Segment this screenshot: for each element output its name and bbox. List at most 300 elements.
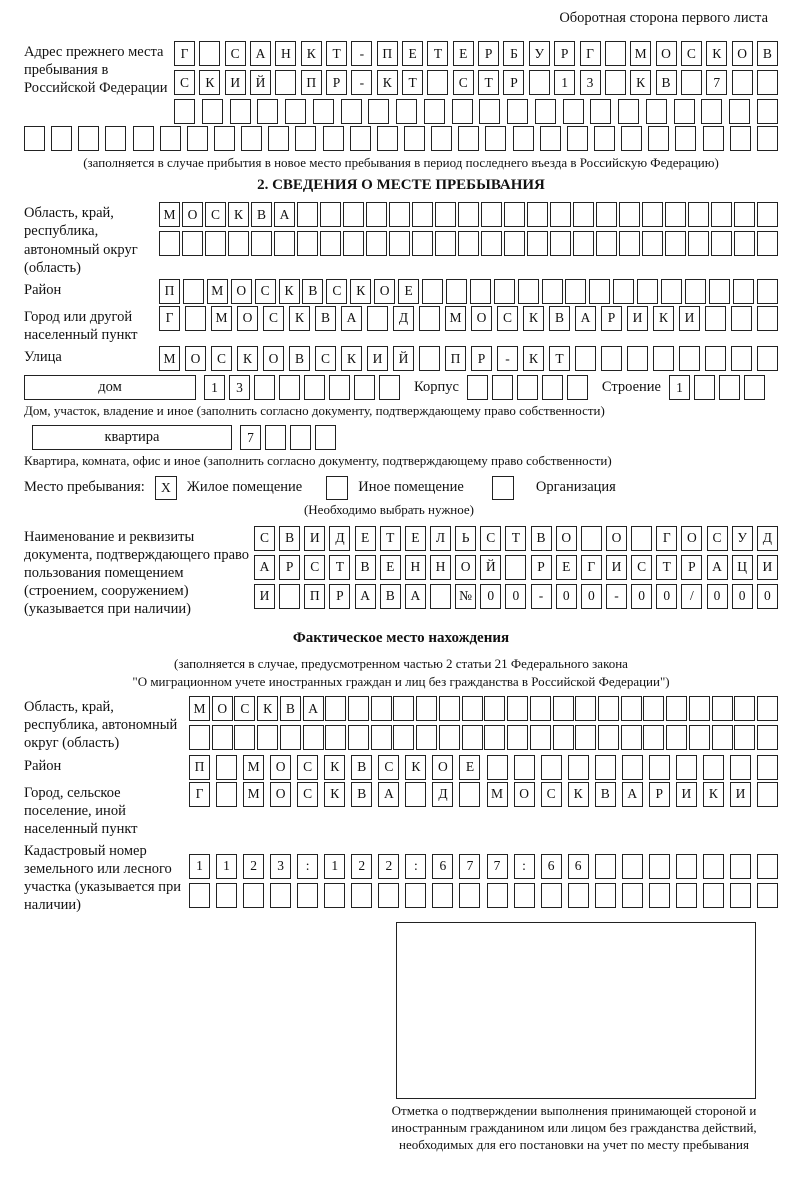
char-cell: К bbox=[289, 306, 310, 331]
char-cell bbox=[567, 375, 588, 400]
char-cell: К bbox=[350, 279, 371, 304]
char-cell: Г bbox=[580, 41, 601, 66]
char-cell: 7 bbox=[459, 854, 480, 879]
char-cell: О bbox=[212, 696, 233, 721]
char-cell bbox=[202, 99, 223, 124]
char-cell bbox=[581, 526, 602, 551]
char-cell bbox=[216, 782, 237, 807]
char-cell bbox=[550, 231, 571, 256]
prev-address-row-4 bbox=[24, 126, 778, 151]
apartment-row bbox=[24, 425, 778, 450]
char-cell: Й bbox=[250, 70, 271, 95]
char-cell: П bbox=[445, 346, 466, 371]
char-cell bbox=[542, 375, 563, 400]
char-cell bbox=[540, 126, 561, 151]
char-cell bbox=[514, 755, 535, 780]
char-cell bbox=[265, 425, 286, 450]
char-cell: И bbox=[304, 526, 325, 551]
char-cell: К bbox=[199, 70, 220, 95]
char-cell bbox=[621, 725, 642, 750]
char-cell: С bbox=[174, 70, 195, 95]
char-cell bbox=[705, 306, 726, 331]
stroenie-label: Строение bbox=[601, 379, 661, 395]
char-cell: 0 bbox=[556, 584, 577, 609]
char-cell bbox=[757, 70, 778, 95]
char-cell: К bbox=[630, 70, 651, 95]
char-cell bbox=[517, 375, 538, 400]
char-cell bbox=[416, 696, 437, 721]
char-cell bbox=[350, 126, 371, 151]
char-cell: Т bbox=[329, 555, 350, 580]
char-cell: О bbox=[270, 782, 291, 807]
char-cell bbox=[518, 279, 539, 304]
char-cell bbox=[757, 696, 778, 721]
actual-district-row bbox=[189, 755, 778, 780]
char-cell: В bbox=[595, 782, 616, 807]
apartment-caption: Квартира, комната, офис и иное (заполнить согласно документу, подтверждающему право собственности) bbox=[24, 453, 612, 469]
char-cell: П bbox=[159, 279, 180, 304]
char-cell: И bbox=[627, 306, 648, 331]
char-cell bbox=[354, 375, 375, 400]
stay-type-row bbox=[24, 476, 778, 500]
char-cell bbox=[567, 126, 588, 151]
char-cell bbox=[601, 346, 622, 371]
char-cell bbox=[703, 126, 724, 151]
actual-region-row-2 bbox=[189, 725, 778, 750]
char-cell bbox=[621, 696, 642, 721]
char-cell: Е bbox=[355, 526, 376, 551]
char-cell bbox=[679, 346, 700, 371]
char-cell: Й bbox=[393, 346, 414, 371]
char-cell: № bbox=[455, 584, 476, 609]
char-cell: М bbox=[630, 41, 651, 66]
char-cell bbox=[541, 755, 562, 780]
char-cell bbox=[757, 126, 778, 151]
cadastral-label: Кадастровый номер земельного или лесного участка (указывается при наличии) bbox=[24, 842, 181, 914]
prev-address-caption: (заполняется в случае прибытия в новое место пребывания в период последнего въезда в Российскую Федерацию) bbox=[83, 155, 719, 170]
char-cell: 0 bbox=[480, 584, 501, 609]
char-cell bbox=[187, 126, 208, 151]
char-cell bbox=[368, 99, 389, 124]
char-cell bbox=[553, 696, 574, 721]
char-cell bbox=[646, 99, 667, 124]
char-cell bbox=[598, 725, 619, 750]
char-cell: И bbox=[367, 346, 388, 371]
city-row bbox=[159, 306, 778, 331]
char-cell bbox=[393, 725, 414, 750]
char-cell bbox=[596, 231, 617, 256]
char-cell: П bbox=[304, 584, 325, 609]
char-cell: 6 bbox=[541, 854, 562, 879]
char-cell bbox=[622, 755, 643, 780]
char-cell: 2 bbox=[378, 854, 399, 879]
char-cell bbox=[159, 231, 180, 256]
char-cell: Р bbox=[326, 70, 347, 95]
char-cell bbox=[320, 231, 341, 256]
char-cell bbox=[553, 725, 574, 750]
korpus-label: Корпус bbox=[414, 379, 459, 395]
char-cell: К bbox=[523, 306, 544, 331]
checkbox-other-premises bbox=[326, 476, 348, 500]
char-cell: В bbox=[351, 755, 372, 780]
char-cell: 0 bbox=[757, 584, 778, 609]
char-cell bbox=[685, 279, 706, 304]
char-cell: О bbox=[432, 755, 453, 780]
prev-address-row-3 bbox=[174, 99, 778, 124]
section3-caption bbox=[24, 655, 778, 690]
char-cell bbox=[212, 725, 233, 750]
street-label: Улица bbox=[24, 349, 62, 365]
char-cell: С bbox=[315, 346, 336, 371]
char-cell: М bbox=[211, 306, 232, 331]
char-cell: - bbox=[351, 41, 372, 66]
char-cell bbox=[505, 555, 526, 580]
char-cell bbox=[563, 99, 584, 124]
char-cell bbox=[378, 883, 399, 908]
char-cell bbox=[712, 725, 733, 750]
char-cell: Т bbox=[478, 70, 499, 95]
char-cell bbox=[734, 202, 755, 227]
char-cell: К bbox=[257, 696, 278, 721]
char-cell bbox=[709, 279, 730, 304]
char-cell: Е bbox=[402, 41, 423, 66]
char-cell bbox=[527, 202, 548, 227]
char-cell bbox=[343, 202, 364, 227]
char-cell: : bbox=[297, 854, 318, 879]
char-cell: О bbox=[606, 526, 627, 551]
char-cell: 6 bbox=[568, 854, 589, 879]
char-cell bbox=[642, 202, 663, 227]
char-cell bbox=[598, 696, 619, 721]
char-cell bbox=[565, 279, 586, 304]
char-cell: К bbox=[377, 70, 398, 95]
char-cell: П bbox=[301, 70, 322, 95]
char-cell bbox=[343, 231, 364, 256]
char-cell bbox=[389, 231, 410, 256]
char-cell: К bbox=[279, 279, 300, 304]
char-cell bbox=[666, 725, 687, 750]
char-cell: С bbox=[453, 70, 474, 95]
char-cell bbox=[590, 99, 611, 124]
char-cell: В bbox=[302, 279, 323, 304]
char-cell: Г bbox=[656, 526, 677, 551]
char-cell bbox=[575, 696, 596, 721]
char-cell: К bbox=[523, 346, 544, 371]
char-cell bbox=[676, 755, 697, 780]
other-premises-label: Иное помещение bbox=[358, 479, 464, 495]
document-block bbox=[24, 526, 778, 619]
char-cell: Р bbox=[478, 41, 499, 66]
char-cell bbox=[568, 883, 589, 908]
char-cell: О bbox=[374, 279, 395, 304]
char-cell: О bbox=[732, 41, 753, 66]
char-cell: О bbox=[182, 202, 203, 227]
organization-label: Организация bbox=[535, 479, 616, 495]
char-cell: Р bbox=[649, 782, 670, 807]
char-cell bbox=[730, 126, 751, 151]
document-label: Наименование и реквизиты документа, подтверждающего право пользования помещением (строением, сооружением) (указывается при наличии) bbox=[24, 528, 250, 617]
char-cell: В bbox=[531, 526, 552, 551]
char-cell bbox=[216, 883, 237, 908]
char-cell bbox=[458, 126, 479, 151]
char-cell: Р bbox=[554, 41, 575, 66]
char-cell: Д bbox=[393, 306, 414, 331]
char-cell: О bbox=[231, 279, 252, 304]
char-cell: О bbox=[455, 555, 476, 580]
page-note: Оборотная сторона первого листа bbox=[559, 10, 768, 26]
char-cell: Н bbox=[275, 41, 296, 66]
char-cell bbox=[676, 854, 697, 879]
char-cell: 0 bbox=[505, 584, 526, 609]
char-cell bbox=[216, 755, 237, 780]
section2-title: 2. СВЕДЕНИЯ О МЕСТЕ ПРЕБЫВАНИЯ bbox=[257, 177, 545, 194]
char-cell bbox=[297, 202, 318, 227]
korpus-cells bbox=[467, 375, 588, 400]
char-cell bbox=[348, 696, 369, 721]
char-cell bbox=[234, 725, 255, 750]
char-cell: С bbox=[326, 279, 347, 304]
char-cell bbox=[341, 99, 362, 124]
char-cell: О bbox=[514, 782, 535, 807]
char-cell: В bbox=[280, 696, 301, 721]
char-cell: И bbox=[606, 555, 627, 580]
char-cell: А bbox=[378, 782, 399, 807]
char-cell: И bbox=[676, 782, 697, 807]
actual-district-label: Район bbox=[24, 757, 62, 774]
char-cell bbox=[228, 231, 249, 256]
char-cell bbox=[703, 883, 724, 908]
char-cell bbox=[257, 725, 278, 750]
char-cell bbox=[297, 231, 318, 256]
apartment-box: квартира bbox=[32, 425, 232, 450]
char-cell: К bbox=[568, 782, 589, 807]
char-cell: Е bbox=[459, 755, 480, 780]
char-cell: Е bbox=[405, 526, 426, 551]
char-cell: 2 bbox=[351, 854, 372, 879]
char-cell: О bbox=[656, 41, 677, 66]
char-cell bbox=[619, 231, 640, 256]
char-cell bbox=[303, 725, 324, 750]
char-cell bbox=[530, 696, 551, 721]
char-cell bbox=[504, 231, 525, 256]
char-cell bbox=[274, 231, 295, 256]
char-cell: А bbox=[707, 555, 728, 580]
char-cell bbox=[313, 99, 334, 124]
char-cell bbox=[733, 279, 754, 304]
char-cell bbox=[619, 202, 640, 227]
char-cell: С bbox=[297, 755, 318, 780]
house-box: дом bbox=[24, 375, 196, 400]
char-cell: С bbox=[225, 41, 246, 66]
char-cell: Н bbox=[430, 555, 451, 580]
char-cell: Й bbox=[480, 555, 501, 580]
char-cell bbox=[467, 375, 488, 400]
char-cell bbox=[757, 883, 778, 908]
char-cell bbox=[757, 782, 778, 807]
char-cell bbox=[279, 584, 300, 609]
char-cell: М bbox=[487, 782, 508, 807]
char-cell bbox=[405, 883, 426, 908]
char-cell: У bbox=[732, 526, 753, 551]
char-cell bbox=[290, 425, 311, 450]
actual-city-label: Город, сельское поселение, иной населенный пункт bbox=[24, 784, 138, 837]
char-cell: С bbox=[254, 526, 275, 551]
char-cell bbox=[133, 126, 154, 151]
char-cell bbox=[214, 126, 235, 151]
char-cell: А bbox=[250, 41, 271, 66]
char-cell bbox=[622, 883, 643, 908]
char-cell bbox=[24, 126, 45, 151]
char-cell bbox=[594, 126, 615, 151]
char-cell: - bbox=[497, 346, 518, 371]
char-cell bbox=[719, 375, 740, 400]
char-cell bbox=[575, 725, 596, 750]
char-cell: 3 bbox=[229, 375, 250, 400]
char-cell: А bbox=[303, 696, 324, 721]
char-cell: 0 bbox=[631, 584, 652, 609]
city-label: Город или другой населенный пункт bbox=[24, 308, 138, 343]
char-cell bbox=[435, 202, 456, 227]
prev-address-row-2 bbox=[174, 70, 778, 95]
char-cell bbox=[393, 696, 414, 721]
char-cell: И bbox=[679, 306, 700, 331]
char-cell bbox=[105, 126, 126, 151]
char-cell: Е bbox=[380, 555, 401, 580]
char-cell bbox=[458, 202, 479, 227]
char-cell bbox=[605, 70, 626, 95]
char-cell bbox=[757, 202, 778, 227]
char-cell bbox=[711, 202, 732, 227]
char-cell bbox=[446, 279, 467, 304]
char-cell bbox=[452, 99, 473, 124]
char-cell bbox=[241, 126, 262, 151]
char-cell bbox=[230, 99, 251, 124]
char-cell: О bbox=[681, 526, 702, 551]
char-cell bbox=[351, 883, 372, 908]
char-cell bbox=[527, 231, 548, 256]
char-cell bbox=[348, 725, 369, 750]
char-cell: Р bbox=[279, 555, 300, 580]
char-cell bbox=[416, 725, 437, 750]
char-cell bbox=[371, 696, 392, 721]
char-cell bbox=[504, 202, 525, 227]
char-cell bbox=[439, 725, 460, 750]
district-block bbox=[24, 279, 778, 304]
document-row-1 bbox=[254, 526, 778, 551]
char-cell: К bbox=[341, 346, 362, 371]
char-cell bbox=[507, 99, 528, 124]
char-cell bbox=[734, 696, 755, 721]
char-cell bbox=[621, 126, 642, 151]
char-cell bbox=[285, 99, 306, 124]
char-cell: Ц bbox=[732, 555, 753, 580]
house-caption: Дом, участок, владение и иное (заполнить согласно документу, подтверждающему право собственности) bbox=[24, 403, 605, 418]
street-block bbox=[24, 346, 778, 371]
char-cell: И bbox=[730, 782, 751, 807]
char-cell bbox=[257, 99, 278, 124]
char-cell: П bbox=[377, 41, 398, 66]
char-cell bbox=[631, 526, 652, 551]
char-cell bbox=[705, 346, 726, 371]
char-cell: / bbox=[681, 584, 702, 609]
char-cell: : bbox=[405, 854, 426, 879]
char-cell bbox=[325, 725, 346, 750]
char-cell: С bbox=[681, 41, 702, 66]
char-cell bbox=[435, 231, 456, 256]
char-cell bbox=[729, 99, 750, 124]
char-cell: К bbox=[324, 755, 345, 780]
char-cell bbox=[379, 375, 400, 400]
char-cell bbox=[589, 279, 610, 304]
char-cell: А bbox=[622, 782, 643, 807]
char-cell bbox=[462, 696, 483, 721]
char-cell bbox=[484, 696, 505, 721]
char-cell: 0 bbox=[581, 584, 602, 609]
char-cell: В bbox=[251, 202, 272, 227]
char-cell bbox=[703, 854, 724, 879]
section3-title: Фактическое место нахождения bbox=[292, 630, 510, 647]
section3-caption-line2: "О миграционном учете иностранных граждан и лиц без гражданства в Российской Федерации") bbox=[132, 673, 670, 689]
char-cell bbox=[675, 126, 696, 151]
char-cell: М bbox=[189, 696, 210, 721]
char-cell bbox=[730, 854, 751, 879]
char-cell bbox=[160, 126, 181, 151]
char-cell: О bbox=[270, 755, 291, 780]
char-cell bbox=[575, 346, 596, 371]
char-cell: В bbox=[289, 346, 310, 371]
char-cell: Л bbox=[430, 526, 451, 551]
char-cell bbox=[205, 231, 226, 256]
char-cell: 7 bbox=[240, 425, 261, 450]
char-cell: С bbox=[541, 782, 562, 807]
char-cell: О bbox=[556, 526, 577, 551]
char-cell: И bbox=[254, 584, 275, 609]
char-cell: - bbox=[531, 584, 552, 609]
char-cell bbox=[432, 883, 453, 908]
char-cell: - bbox=[351, 70, 372, 95]
char-cell bbox=[648, 126, 669, 151]
char-cell bbox=[459, 782, 480, 807]
char-cell: К bbox=[228, 202, 249, 227]
char-cell: И bbox=[225, 70, 246, 95]
char-cell bbox=[174, 99, 195, 124]
char-cell bbox=[514, 883, 535, 908]
char-cell: М bbox=[159, 202, 180, 227]
residential-label: Жилое помещение bbox=[186, 479, 303, 495]
char-cell bbox=[734, 231, 755, 256]
checkbox-residential: X bbox=[155, 476, 177, 500]
char-cell bbox=[689, 696, 710, 721]
char-cell: С bbox=[707, 526, 728, 551]
char-cell: С bbox=[297, 782, 318, 807]
char-cell bbox=[661, 279, 682, 304]
char-cell bbox=[279, 375, 300, 400]
char-cell bbox=[405, 782, 426, 807]
char-cell: : bbox=[514, 854, 535, 879]
char-cell bbox=[712, 696, 733, 721]
char-cell: 7 bbox=[706, 70, 727, 95]
char-cell bbox=[280, 725, 301, 750]
cadastral-block bbox=[24, 840, 778, 915]
char-cell: А bbox=[254, 555, 275, 580]
char-cell bbox=[487, 883, 508, 908]
char-cell bbox=[674, 99, 695, 124]
char-cell: К bbox=[405, 755, 426, 780]
char-cell: Е bbox=[453, 41, 474, 66]
street-row bbox=[159, 346, 778, 371]
char-cell: Б bbox=[503, 41, 524, 66]
char-cell bbox=[535, 99, 556, 124]
